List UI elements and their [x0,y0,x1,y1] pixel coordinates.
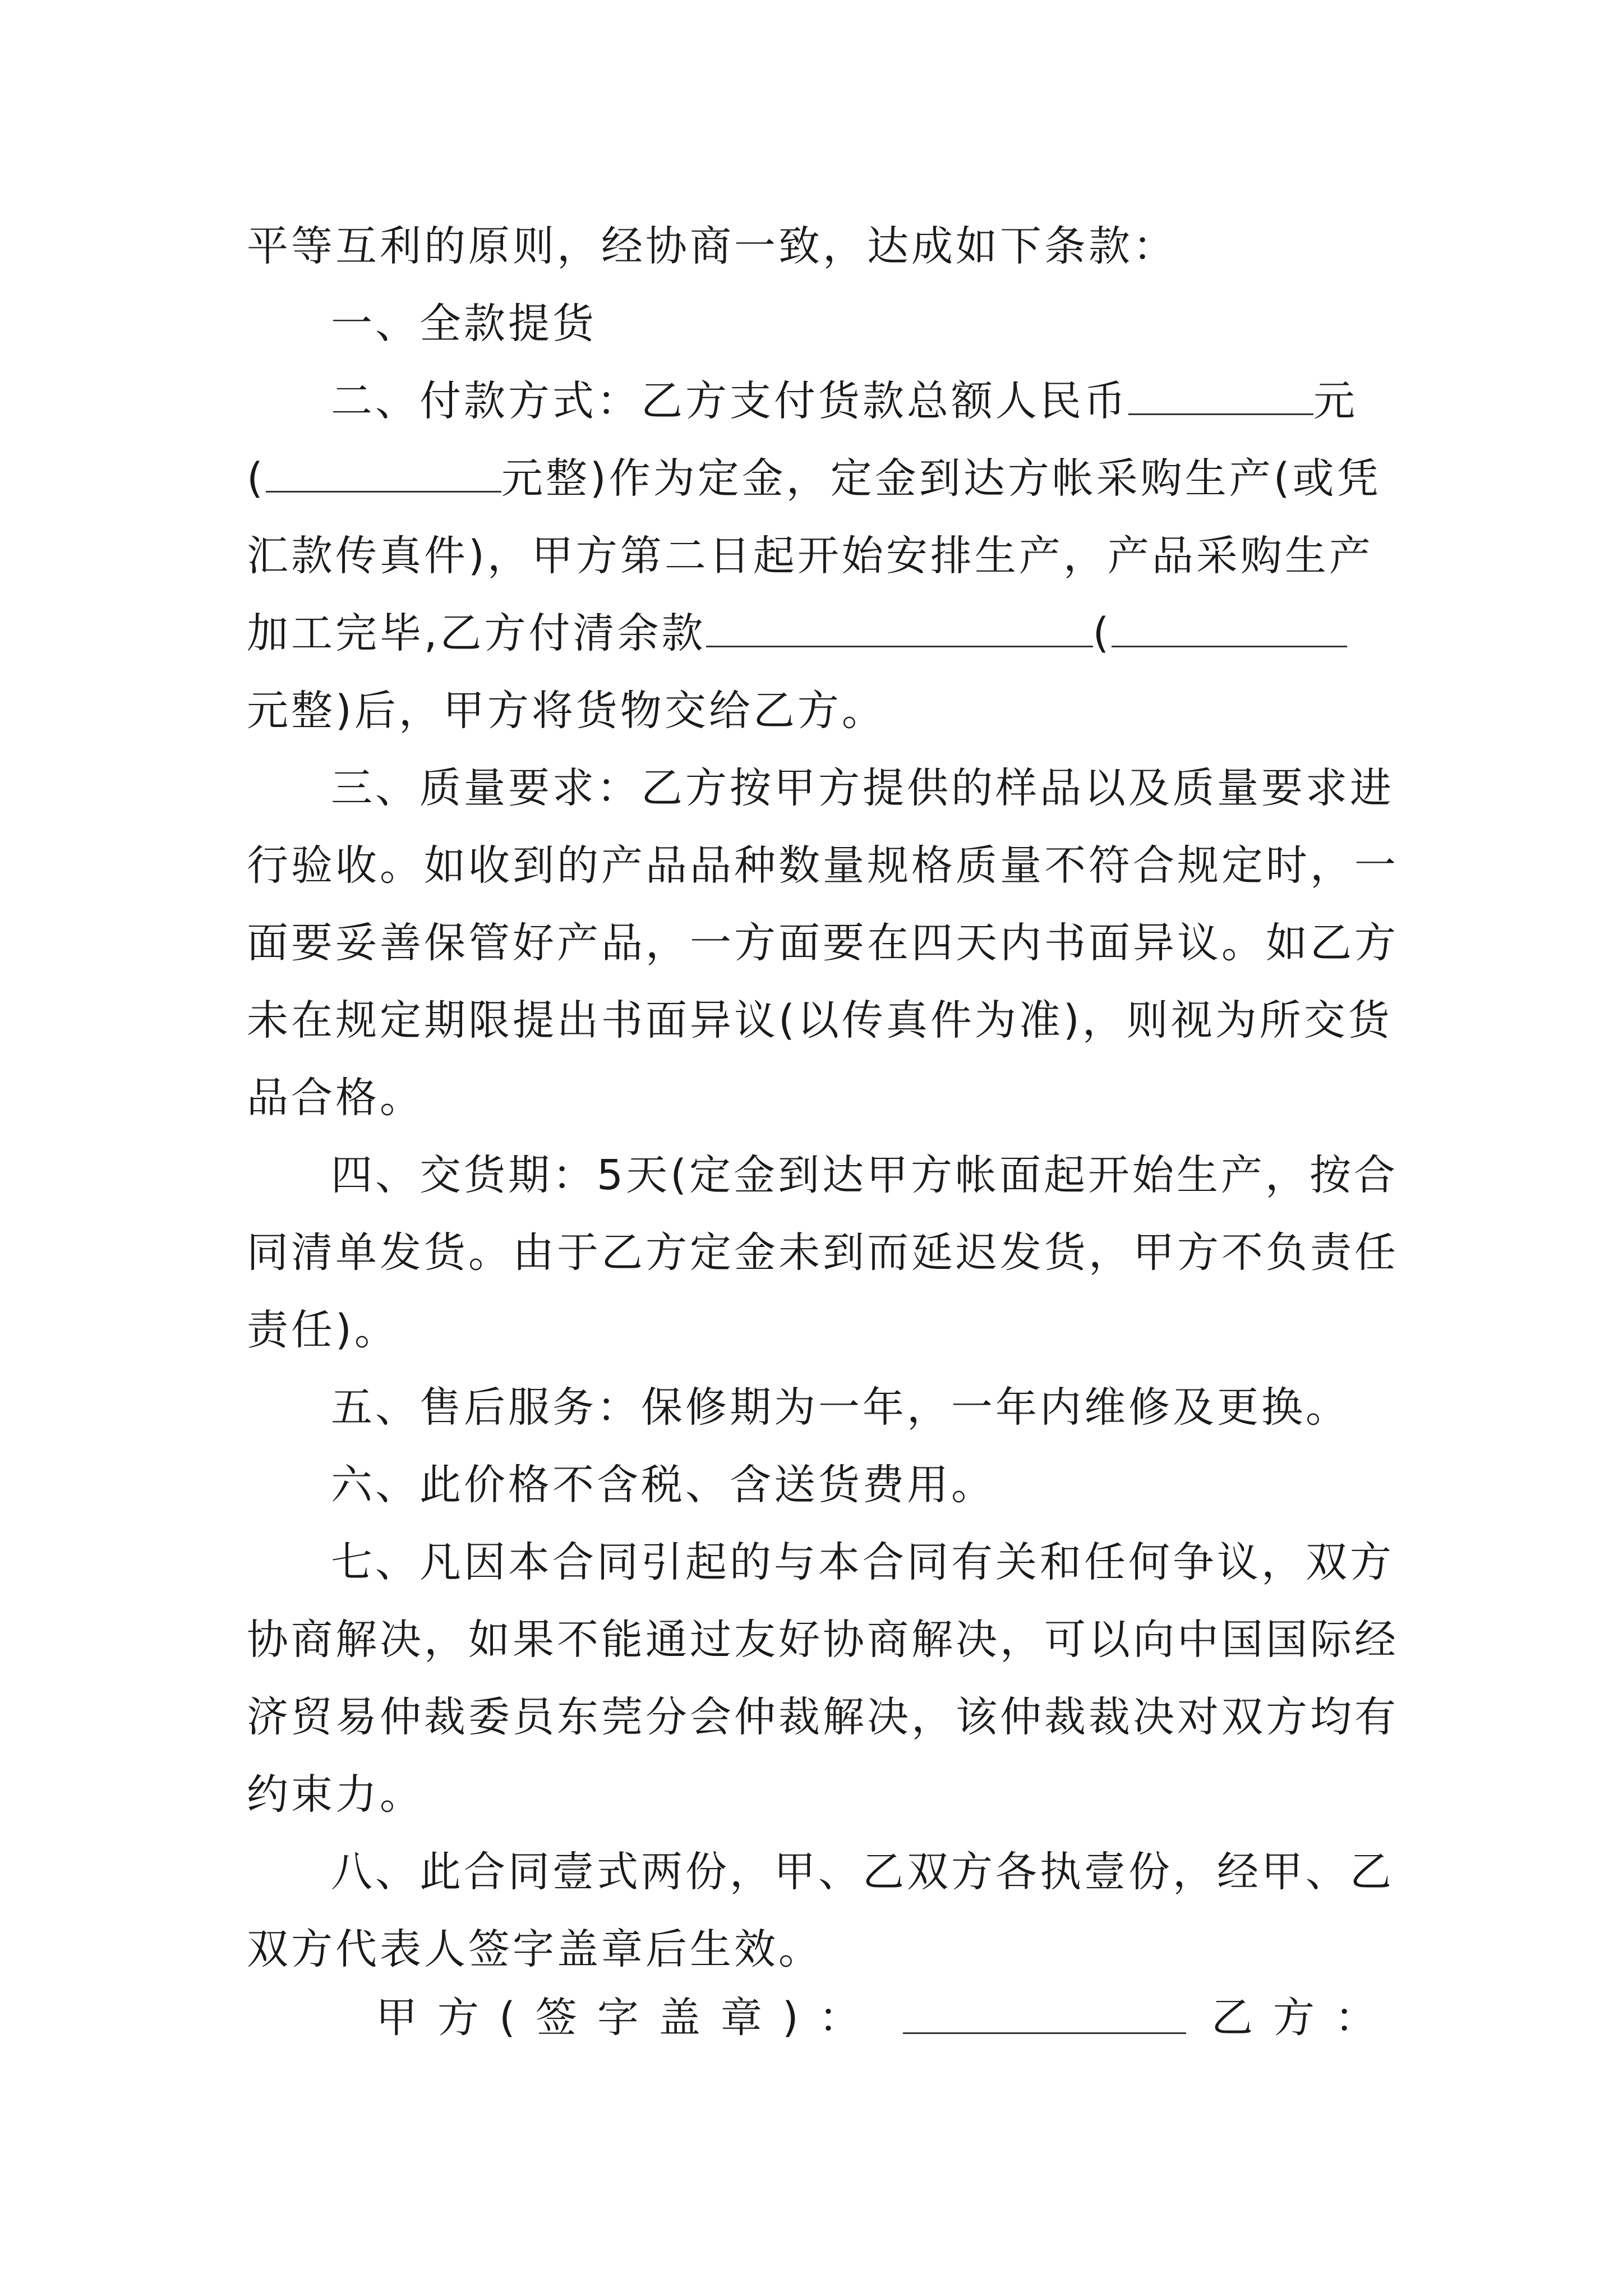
clause-3-line-4: 未在规定期限提出书面异议(以传真件为准)，则视为所交货 [247,996,1393,1045]
clause-2-text-4: 加工完毕,乙方付清余款 [247,609,706,657]
contract-body [247,208,1399,1988]
clause-6: 六、此价格不含税、含送货费用。 [331,1461,995,1509]
clause-4-line-2: 同清单发货。由于乙方定金未到而延迟发货，甲方不负责任 [247,1228,1399,1277]
clause-7-line-3: 济贸易仲裁委员东莞分会仲裁解决，该仲裁裁决对双方均有 [247,1693,1399,1741]
open-paren: ( [247,454,266,503]
clause-2-line-1 [247,362,1380,440]
clause-4-line-3: 责任)。 [247,1306,399,1354]
clause-2-line-3: 汇款传真件)，甲方第二日起开始安排生产，产品采购生产 [247,532,1373,580]
clause-8-line-1: 八、此合同壹式两份，甲、乙双方各执壹份，经甲、乙 [331,1848,1394,1896]
clause-2-text-2: 元整)作为定金，定金到达方帐采购生产(或凭 [501,454,1381,503]
clause-3-line-3: 面要妥善保管好产品，一方面要在四天内书面异议。如乙方 [247,919,1399,967]
clause-3-line-1: 三、质量要求：乙方按甲方提供的样品以及质量要求进 [331,764,1394,812]
clause-7-line-4: 约束力。 [247,1770,424,1819]
clause-2-line-5: 元整)后，甲方将货物交给乙方。 [247,687,886,735]
balance-amount-blank [706,601,1093,647]
intro-line: 平等互利的原则，经协商一致，达成如下条款： [247,222,1177,270]
clause-2-text: 二、付款方式：乙方支付货款总额人民币 [331,377,1128,425]
clause-4-line-1: 四、交货期：5天(定金到达甲方帐面起开始生产，按合 [331,1151,1398,1199]
currency-unit: 元 [1313,377,1358,425]
clause-8-line-2: 双方代表人签字盖章后生效。 [247,1925,823,1973]
balance-in-words-blank [1112,601,1347,647]
clause-7-line-2: 协商解决，如果不能通过友好协商解决，可以向中国国际经 [247,1616,1399,1664]
amount-in-words-blank [266,446,501,493]
open-paren-2: ( [1092,609,1112,657]
amount-total-blank [1128,369,1313,415]
clause-2-line-2 [247,440,1380,517]
clause-1: 一、全款提货 [331,300,597,348]
party-a-signature-blank [903,2032,1186,2034]
clause-5: 五、售后服务：保修期为一年，一年内维修及更换。 [331,1383,1350,1432]
clause-7-line-1: 七、凡因本合同引起的与本合同有关和任何争议，双方 [331,1538,1394,1586]
party-a-signature-label: 甲方(签字盖章)： [376,1994,880,2042]
clause-3-line-2: 行验收。如收到的产品品种数量规格质量不符合规定时，一 [247,841,1399,890]
party-b-signature-label: 乙方： [1211,1994,1396,2042]
clause-2-line-4 [247,595,1380,672]
clause-3-line-5: 品合格。 [247,1074,424,1122]
